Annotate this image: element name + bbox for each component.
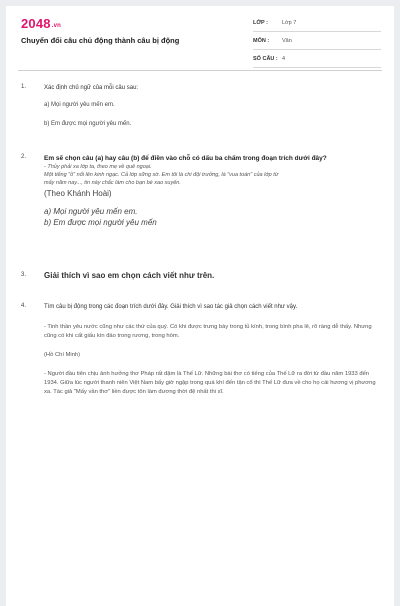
question-number: 4. — [21, 303, 27, 309]
question-4 — [21, 303, 376, 397]
header-divider — [18, 70, 382, 71]
meta-label: LỚP : — [253, 19, 268, 26]
question-1 — [21, 84, 376, 129]
excerpt-source: (Hồ Chí Minh) — [44, 352, 81, 358]
excerpt-line: - Thủy phải xa lớp ta, theo mẹ về quê ngoại. — [44, 164, 152, 170]
logo-main: 2048 — [21, 16, 51, 31]
option-b: b) Em được mọi người yêu mến — [44, 218, 157, 227]
excerpt-line: Một tiếng "ồ" nổi lên kinh ngạc. Cả lớp sững sờ. Em tôi là chi đội trưởng, là "vua toán" của lớp từ — [44, 172, 279, 178]
excerpt-paragraph: - Người đầu tiên chịu ảnh hưởng thơ Pháp rất đậm là Thế Lữ. Những bài thơ có tiếng của Thế Lữ ra đời từ đầu năm 1933 đến 1934. Giữa lúc người thanh niên Việt Nam bấy giờ ngập trong quá khí đến tận cổ thì Thế Lữ đưa về cho họ cái hương vị phương xa. Tác giả "Mấy vần thơ" liền được tôn làm đương thời đệ nhất thi sĩ. — [44, 371, 376, 395]
meta-row-class — [253, 14, 381, 32]
logo-tld: .vn — [51, 23, 62, 29]
question-text: Giải thích vì sao em chọn cách viết như trên. — [44, 271, 215, 280]
document-page — [6, 6, 394, 606]
meta-row-subject — [253, 32, 381, 50]
question-text: Tìm câu bị động trong các đoạn trích dưới đây. Giải thích vì sao tác giả chọn cách viết như vậy. — [44, 304, 298, 310]
option-a: a) Mọi người yêu mến em. — [44, 102, 115, 108]
meta-table — [253, 14, 381, 68]
excerpt-paragraph: - Tinh thần yêu nước cũng như các thứ của quý. Có khi được trưng bày trong tủ kính, trong bình pha lê, rõ ràng dễ thấy. Nhưng cũng có khi cất giấu kín đáo trong rương, trong hòm. — [44, 324, 372, 339]
document-header — [6, 6, 394, 72]
question-text: Xác định chủ ngữ của mỗi câu sau: — [44, 85, 139, 91]
meta-value: Lớp 7 — [282, 19, 297, 26]
question-number: 1. — [21, 84, 27, 90]
meta-label: SỐ CÂU : — [253, 55, 278, 62]
excerpt-source: (Theo Khánh Hoài) — [44, 189, 112, 198]
site-logo[interactable] — [21, 16, 61, 31]
question-text: Em sẽ chọn câu (a) hay câu (b) để điền vào chỗ có dấu ba chấm trong đoạn trích dưới đây? — [44, 155, 327, 162]
meta-row-question-count — [253, 50, 381, 68]
option-b: b) Em được mọi người yêu mến. — [44, 121, 132, 127]
question-2 — [21, 154, 376, 228]
option-a: a) Mọi người yêu mến em. — [44, 207, 138, 216]
excerpt-line: mấy năm nay..., tin này chắc làm cho bạn bè xao xuyến. — [44, 180, 181, 186]
question-3 — [21, 270, 376, 281]
meta-label: MÔN : — [253, 37, 270, 44]
question-number: 3. — [21, 272, 27, 278]
meta-value: Văn — [282, 37, 292, 44]
document-title: Chuyển đổi câu chủ động thành câu bị động — [21, 36, 180, 45]
question-number: 2. — [21, 154, 27, 160]
meta-value: 4 — [282, 55, 286, 62]
